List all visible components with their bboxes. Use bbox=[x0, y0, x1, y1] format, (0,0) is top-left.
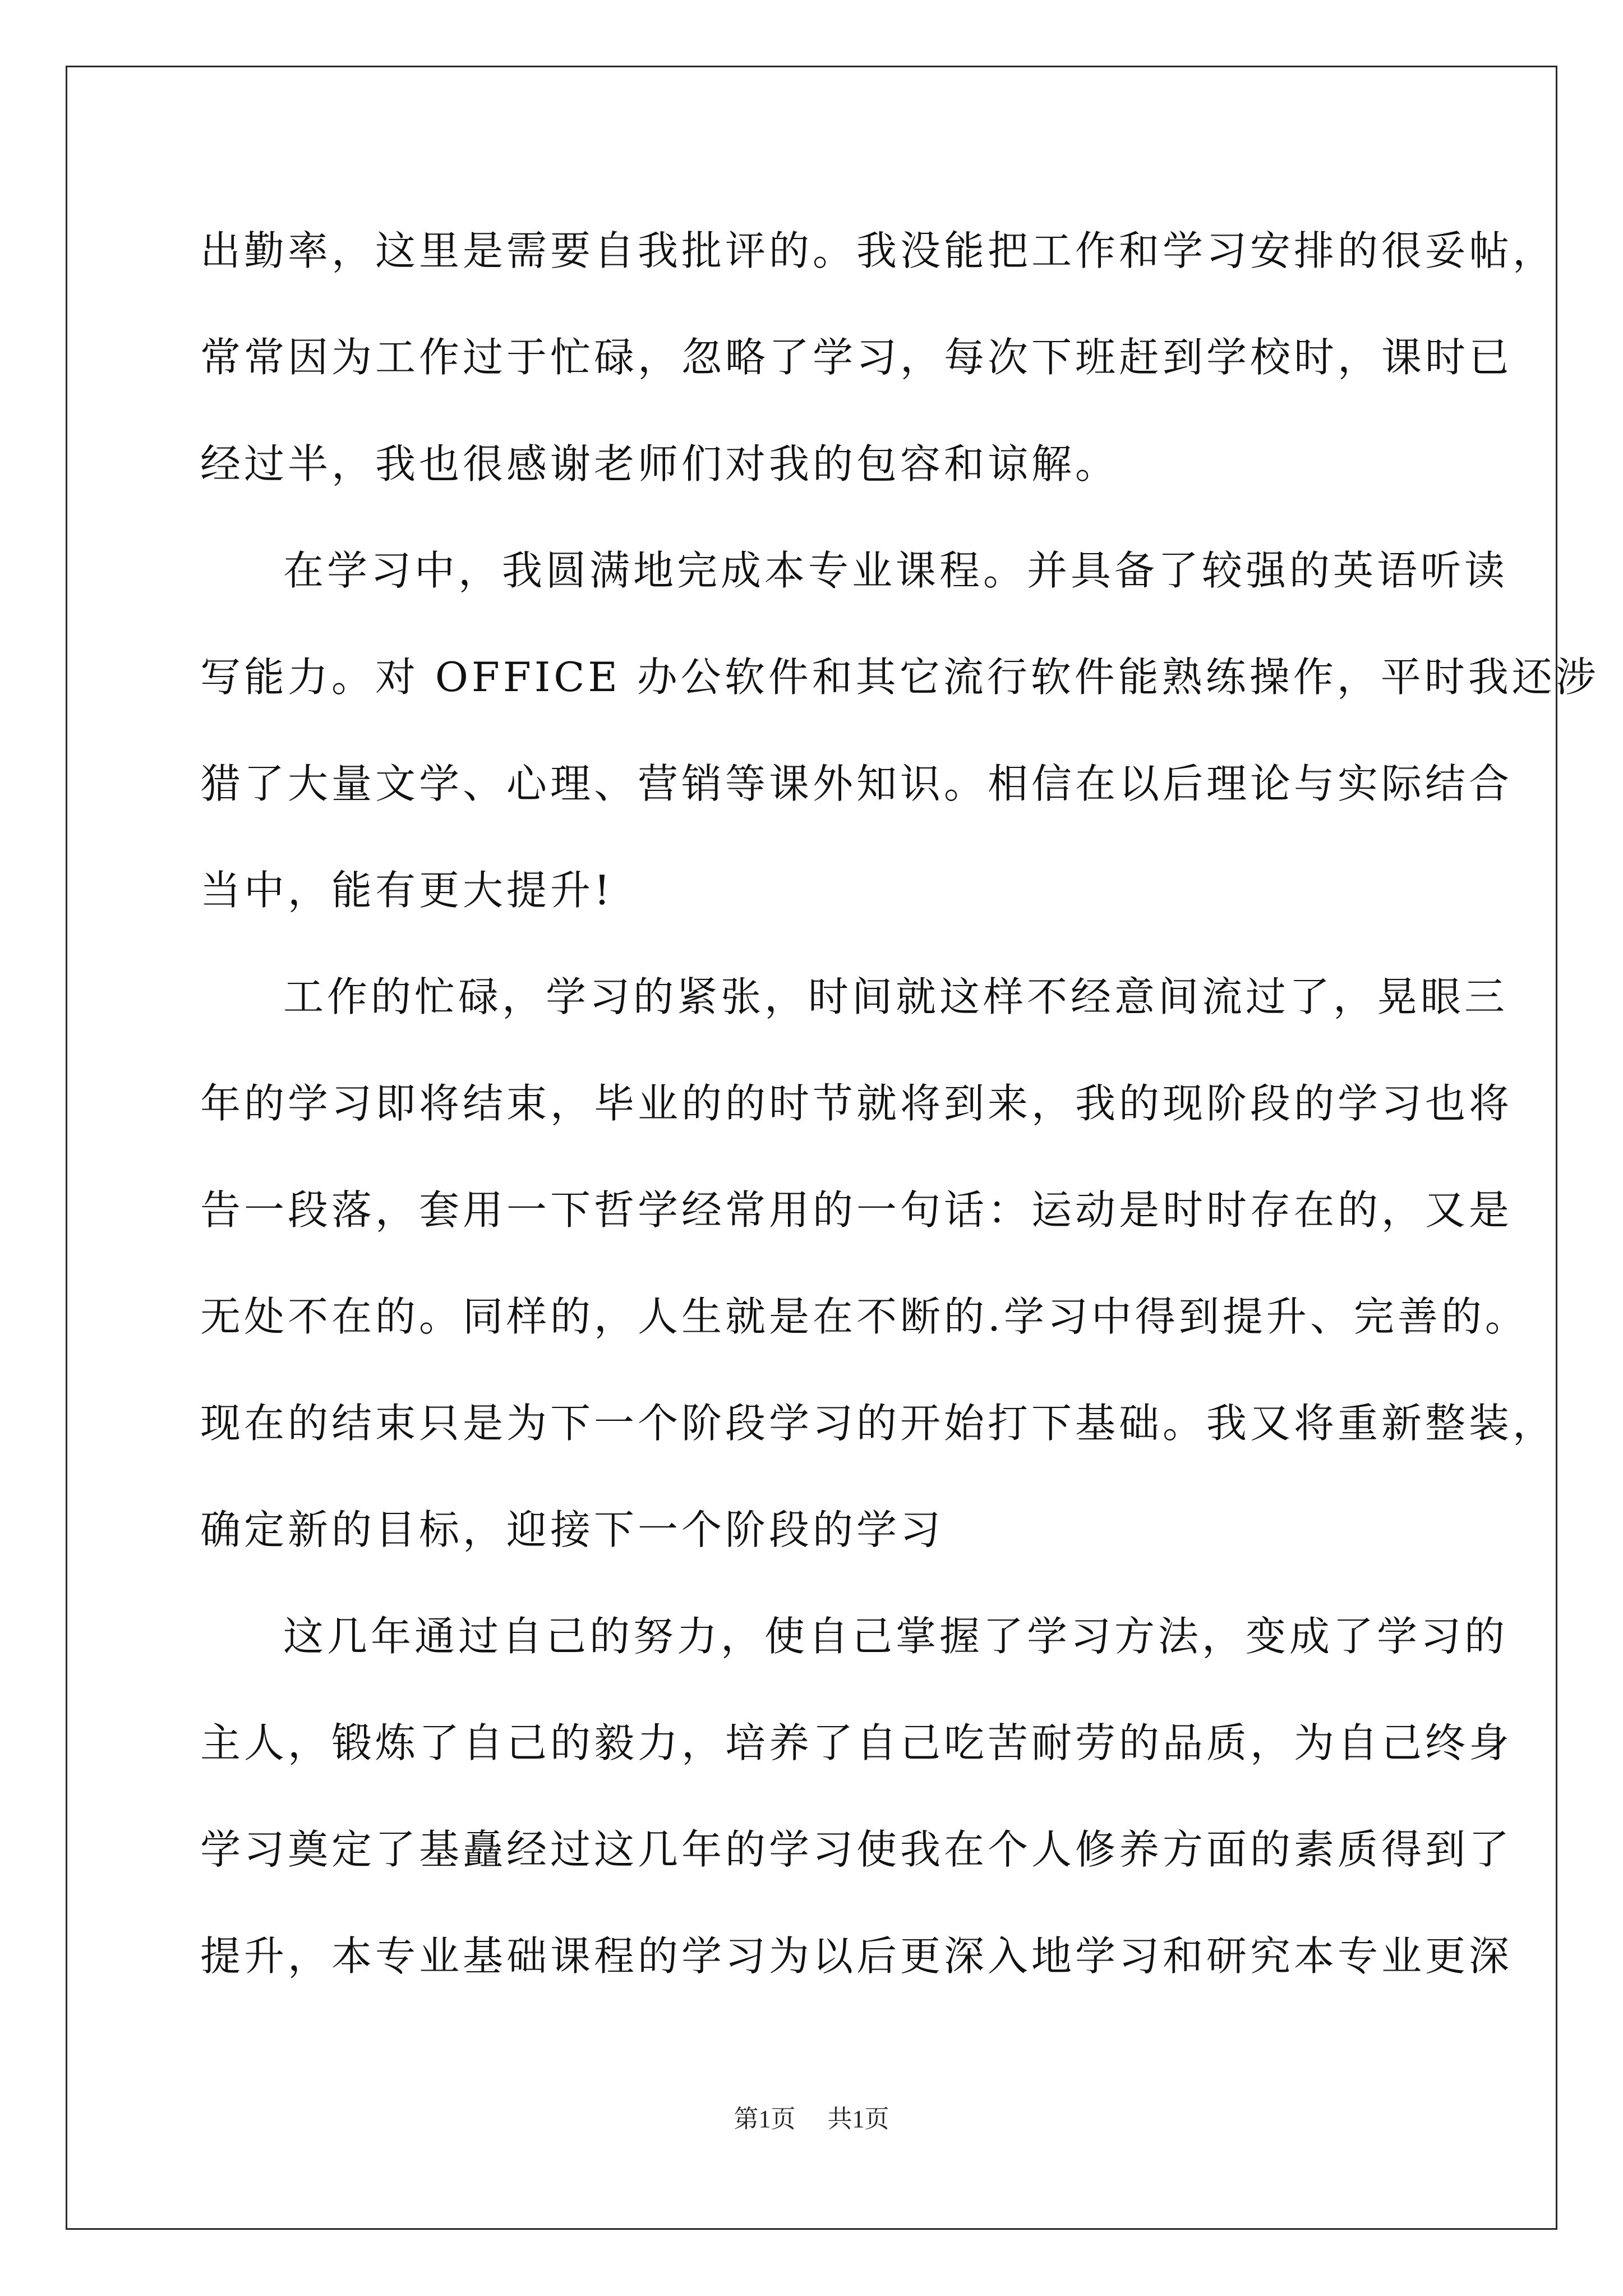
text-line: 在学习中，我圆满地完成本专业课程。并具备了较强的英语听读 bbox=[283, 547, 1509, 594]
text-line: 工作的忙碌，学习的紧张，时间就这样不经意间流过了，晃眼三 bbox=[283, 973, 1509, 1020]
text-line: 出勤率，这里是需要自我批评的。我没能把工作和学习安排的很妥帖， bbox=[200, 227, 1557, 274]
text-line: 经过半，我也很感谢老师们对我的包容和谅解。 bbox=[200, 440, 1119, 487]
text-line: 当中，能有更大提升! bbox=[200, 867, 614, 914]
text-line: 告一段落，套用一下哲学经常用的一句话：运动是时时存在的，又是 bbox=[200, 1186, 1513, 1234]
paragraph-3 bbox=[200, 944, 1557, 1583]
text-line: 确定新的目标，迎接下一个阶段的学习 bbox=[200, 1506, 944, 1553]
text-line: 无处不在的。同样的，人生就是在不断的.学习中得到提升、完善的。 bbox=[200, 1293, 1529, 1340]
text-line: 猎了大量文学、心理、营销等课外知识。相信在以后理论与实际结合 bbox=[200, 760, 1513, 807]
page-footer bbox=[0, 2102, 1623, 2136]
text-line: 这几年通过自己的努力，使自己掌握了学习方法，变成了学习的 bbox=[283, 1613, 1509, 1660]
text-line: 现在的结束只是为下一个阶段学习的开始打下基础。我又将重新整装， bbox=[200, 1400, 1557, 1447]
paragraph-2 bbox=[200, 517, 1599, 944]
text-line: 学习奠定了基矗经过这几年的学习使我在个人修养方面的素质得到了 bbox=[200, 1826, 1513, 1873]
text-line: 年的学习即将结束，毕业的的时节就将到来，我的现阶段的学习也将 bbox=[200, 1080, 1513, 1127]
document-body bbox=[200, 197, 1599, 2009]
text-line: 主人，锻炼了自己的毅力，培养了自己吃苦耐劳的品质，为自己终身 bbox=[200, 1719, 1513, 1766]
paragraph-1 bbox=[200, 197, 1557, 517]
paragraph-4 bbox=[200, 1583, 1513, 2009]
text-line: 提升，本专业基础课程的学习为以后更深入地学习和研究本专业更深 bbox=[200, 1932, 1513, 1980]
page-total: 共1页 bbox=[827, 2105, 889, 2133]
text-line: 常常因为工作过于忙碌，忽略了学习，每次下班赶到学校时，课时已 bbox=[200, 334, 1513, 381]
text-line: 写能力。对 OFFICE 办公软件和其它流行软件能熟练操作，平时我还涉 bbox=[200, 654, 1599, 701]
page-number: 第1页 bbox=[734, 2105, 796, 2133]
